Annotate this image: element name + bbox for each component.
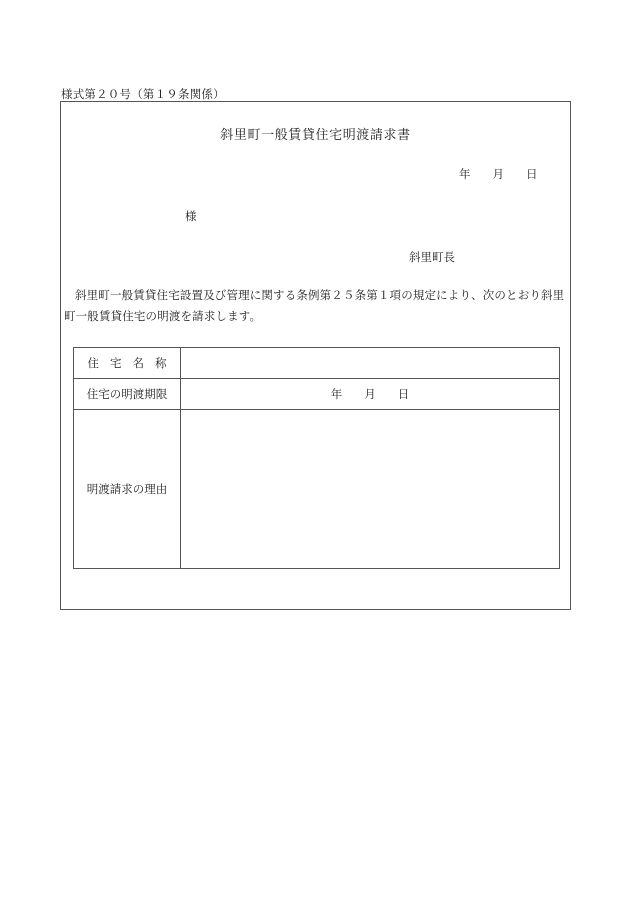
housing-name-label-text: 住宅名称 — [87, 356, 178, 370]
issue-date-day: 日 — [526, 167, 538, 181]
deadline-year: 年 — [330, 387, 343, 401]
housing-name-field[interactable] — [181, 348, 560, 379]
issue-date-year: 年 — [459, 167, 471, 181]
document-title: 斜里町一般賃貸住宅明渡請求書 — [220, 128, 411, 143]
deadline-label: 住宅の明渡期限 — [74, 379, 181, 410]
reason-field[interactable] — [181, 410, 560, 569]
table-row — [74, 379, 560, 410]
body-text: 斜里町一般賃貸住宅設置及び管理に関する条例第２５条第１項の規定により、次のとおり斜里町一般賃貸住宅の明渡を請求します。 — [64, 288, 565, 323]
issue-date — [459, 166, 538, 182]
deadline-day: 日 — [397, 387, 410, 401]
reason-label: 明渡請求の理由 — [74, 410, 181, 569]
table-row — [74, 410, 560, 569]
housing-name-label — [74, 348, 181, 379]
addressee-suffix: 様 — [185, 209, 197, 223]
issue-date-month: 月 — [492, 167, 504, 181]
table-row — [74, 348, 560, 379]
deadline-month: 月 — [364, 387, 376, 401]
deadline-date-field[interactable] — [181, 379, 560, 410]
form-frame — [60, 101, 571, 610]
issuer-name: 斜里町長 — [409, 250, 455, 264]
detail-table — [73, 347, 560, 569]
form-number: 様式第２０号（第１９条関係） — [61, 87, 225, 101]
